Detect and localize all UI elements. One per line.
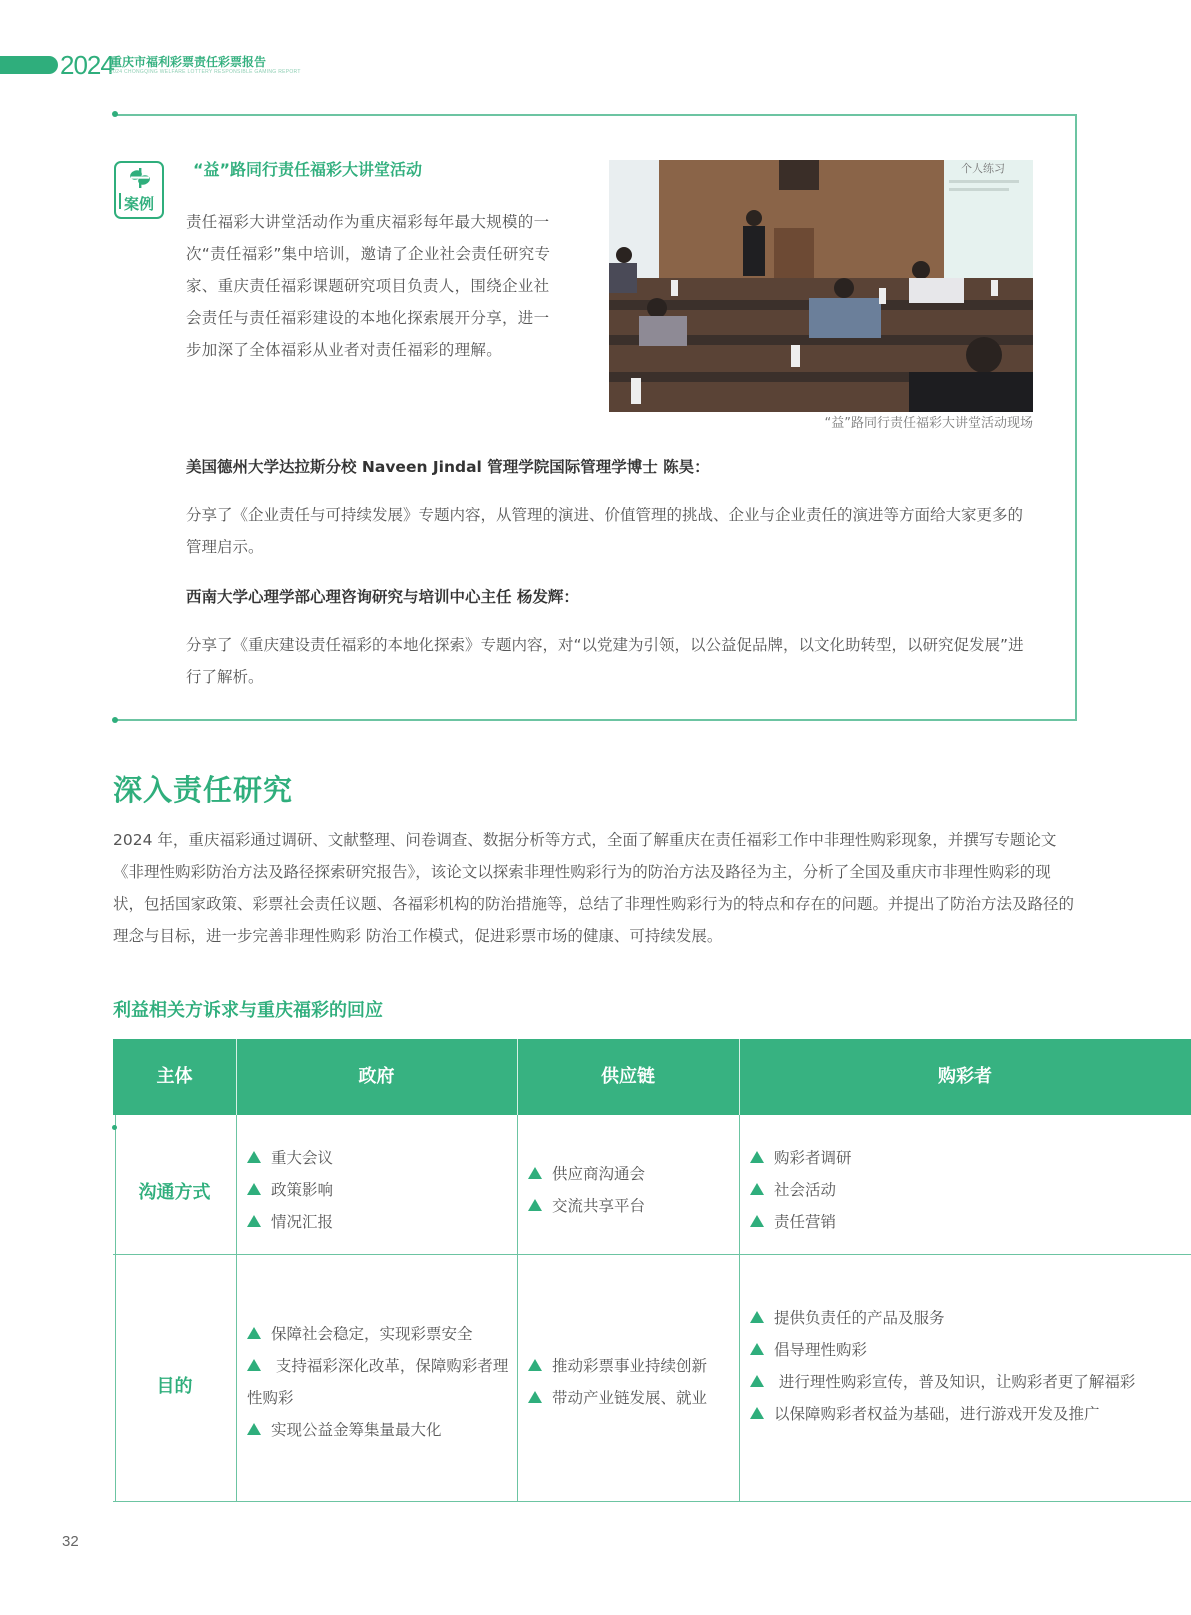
list-item: 推动彩票事业持续创新 [528, 1350, 733, 1382]
triangle-bullet-icon [750, 1151, 764, 1163]
table-column-divider [236, 1115, 237, 1501]
triangle-bullet-icon [528, 1391, 542, 1403]
cell-government-purpose [247, 1318, 509, 1446]
list-item: 支持福彩深化改革，保障购彩者理性购彩 [247, 1357, 509, 1407]
table-header-supply-chain: 供应链 [601, 1066, 655, 1087]
header-divider [739, 1039, 740, 1115]
cell-supply-chain-communication [528, 1158, 733, 1222]
list-item: 社会活动 [750, 1174, 1150, 1206]
header-accent-bar [0, 56, 58, 74]
triangle-bullet-icon [247, 1423, 261, 1435]
list-item: 以保障购彩者权益为基础，进行游戏开发及推广 [750, 1398, 1150, 1430]
table-row-divider [113, 1254, 1191, 1255]
triangle-bullet-icon [528, 1359, 542, 1371]
case-badge [114, 161, 164, 219]
list-item: 供应商沟通会 [528, 1158, 733, 1190]
case-body-text: 责任福彩大讲堂活动作为重庆福彩每年最大规模的一次“责任福彩”集中培训，邀请了企业社会责任研究专家、重庆责任福彩课题研究项目负责人，围绕企业社会责任与责任福彩建设的本地化探索展开分享，进一步加深了全体福彩从业者对责任福彩的理解。 [186, 213, 551, 359]
list-item: 带动产业链发展、就业 [528, 1382, 733, 1414]
photo-screen-text: 个人练习 [961, 162, 1005, 175]
cell-government-communication [247, 1142, 509, 1238]
report-year: 2024 [60, 50, 114, 80]
event-photo-illustration [609, 160, 1033, 412]
case-box-bottom-dot [112, 717, 118, 723]
table-bottom-border [113, 1501, 1191, 1502]
list-item: 实现公益金筹集量最大化 [247, 1414, 509, 1446]
table-column-divider [517, 1115, 518, 1501]
cell-buyers-communication [750, 1142, 1150, 1238]
triangle-bullet-icon [750, 1407, 764, 1419]
list-item: 责任营销 [750, 1206, 1150, 1238]
triangle-bullet-icon [247, 1359, 261, 1371]
case-box-top-dot [112, 111, 118, 117]
triangle-bullet-icon [750, 1375, 764, 1387]
triangle-bullet-icon [247, 1183, 261, 1195]
list-item: 保障社会稳定，实现彩票安全 [247, 1318, 509, 1350]
section-title: 深入责任研究 [113, 773, 294, 807]
list-item: 情况汇报 [247, 1206, 509, 1238]
cell-buyers-purpose [750, 1302, 1150, 1430]
report-subtitle: 2024 CHONGQING WELFARE LOTTERY RESPONSIBLE GAMING REPORT [110, 69, 301, 75]
triangle-bullet-icon [528, 1199, 542, 1211]
photo-caption: “益”路同行责任福彩大讲堂活动现场 [824, 416, 1033, 431]
table-header-buyers: 购彩者 [938, 1066, 992, 1087]
table-title: 利益相关方诉求与重庆福彩的回应 [113, 1000, 383, 1021]
list-item: 重大会议 [247, 1142, 509, 1174]
list-item: 提供负责任的产品及服务 [750, 1302, 1150, 1334]
speaker-1-description: 分享了《企业责任与可持续发展》专题内容，从管理的演进、价值管理的挑战、企业与企业责任的演进等方面给大家更多的管理启示。 [186, 506, 1024, 556]
table-header-subject: 主体 [156, 1066, 193, 1087]
triangle-bullet-icon [247, 1327, 261, 1339]
header-divider [517, 1039, 518, 1115]
event-photo [609, 160, 1033, 412]
list-item: 购彩者调研 [750, 1142, 1150, 1174]
header-divider [236, 1039, 237, 1115]
row-label-communication: 沟通方式 [138, 1182, 211, 1203]
triangle-bullet-icon [750, 1215, 764, 1227]
table-header-government: 政府 [358, 1066, 395, 1087]
page-number: 32 [62, 1533, 79, 1550]
table-column-divider [739, 1115, 740, 1501]
list-item: 政策影响 [247, 1174, 509, 1206]
case-badge-label: 案例 [123, 195, 154, 213]
triangle-bullet-icon [247, 1151, 261, 1163]
row-label-purpose: 目的 [156, 1376, 193, 1397]
triangle-bullet-icon [528, 1167, 542, 1179]
list-item: 交流共享平台 [528, 1190, 733, 1222]
speaker-2-name: 西南大学心理学部心理咨询研究与培训中心主任 杨发辉： [186, 588, 579, 606]
triangle-bullet-icon [750, 1183, 764, 1195]
report-title: 重庆市福利彩票责任彩票报告 [110, 55, 267, 69]
list-item: 进行理性购彩宣传，普及知识，让购彩者更了解福彩 [750, 1366, 1150, 1398]
case-title: “益”路同行责任福彩大讲堂活动 [193, 160, 423, 179]
speaker-2-description: 分享了《重庆建设责任福彩的本地化探索》专题内容，对“以党建为引领，以公益促品牌，以文化助转型，以研究促发展”进行了解析。 [186, 636, 1024, 686]
triangle-bullet-icon [247, 1215, 261, 1227]
table-dot [112, 1125, 117, 1130]
cell-supply-chain-purpose [528, 1350, 733, 1414]
welfare-lottery-icon [128, 167, 152, 189]
case-box-bottom-border [114, 719, 1077, 721]
triangle-bullet-icon [750, 1343, 764, 1355]
case-box-top-border [114, 114, 1077, 116]
table-left-border [115, 1115, 116, 1501]
list-item: 倡导理性购彩 [750, 1334, 1150, 1366]
triangle-bullet-icon [750, 1311, 764, 1323]
section-body-text: 2024 年，重庆福彩通过调研、文献整理、问卷调查、数据分析等方式，全面了解重庆在责任福彩工作中非理性购彩现象，并撰写专题论文《非理性购彩防治方法及路径探索研究报告》，该论文以探索非理性购彩行为的防治方法及路径为主，分析了全国及重庆市非理性购彩的现状，包括国家政策、彩票社会责任议题、各福彩机构的防治措施等，总结了非理性购彩行为的特点和存在的问题。并提出了防治方法及路径的理念与目标，进一步完善非理性购彩 防治工作模式，促进彩票市场的健康、可持续发展。 [113, 831, 1075, 945]
speaker-1-name: 美国德州大学达拉斯分校 Naveen Jindal 管理学院国际管理学博士 陈昊： [186, 458, 710, 476]
